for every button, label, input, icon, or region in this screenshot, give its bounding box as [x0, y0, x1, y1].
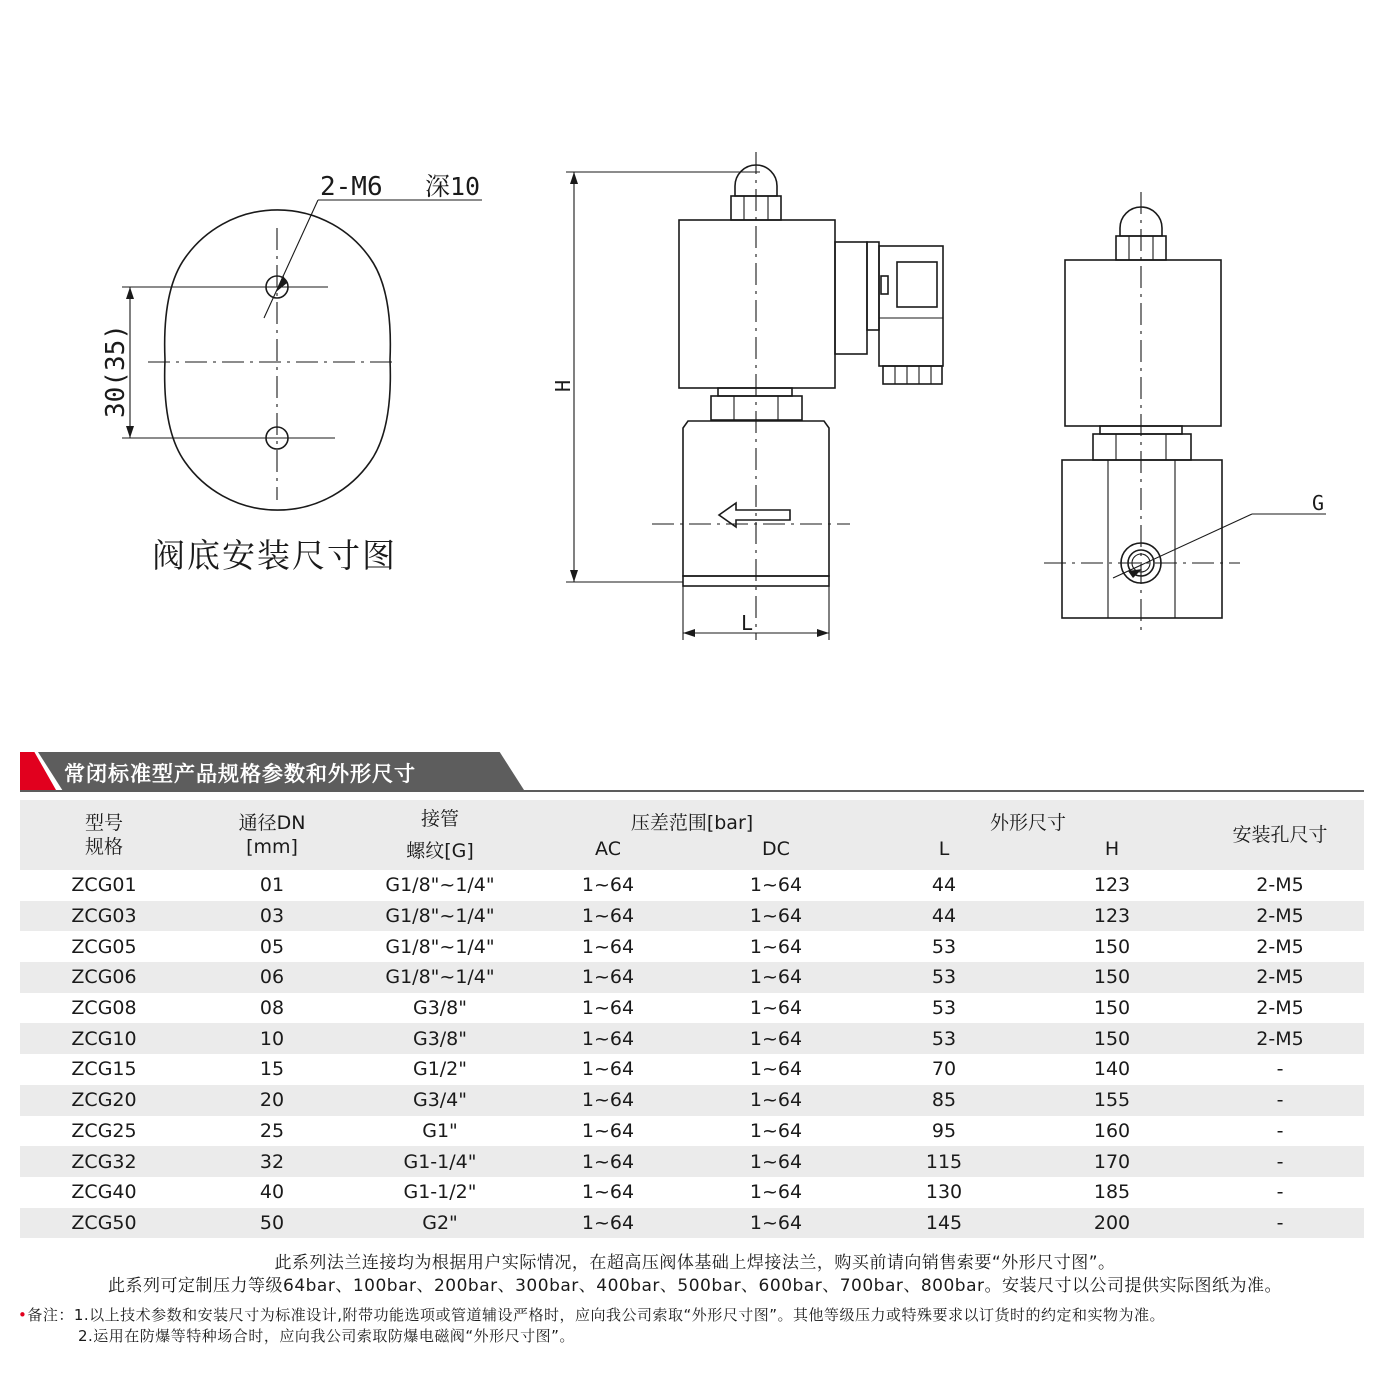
cell-model: ZCG01 [71, 874, 137, 897]
header-model [20, 800, 188, 870]
header-model-line1: 型号 [84, 812, 123, 834]
cell-hole: 2-M5 [1256, 935, 1304, 958]
cell-hole: 2-M5 [1256, 1027, 1304, 1050]
note-pressure-levels: 此系列可定制压力等级64bar、100bar、200bar、300bar、400bar、500bar、600bar、700bar、800bar。安装尺寸以公司提供实际图纸为准。 [108, 1276, 1282, 1296]
cell-ac: 1~64 [581, 1211, 635, 1234]
cell-h: 123 [1093, 874, 1131, 897]
cell-model: ZCG32 [71, 1150, 137, 1173]
cell-thread: G1-1/4" [403, 1150, 477, 1173]
header-dn-line2: [mm] [246, 836, 298, 858]
cell-h: 155 [1093, 1089, 1131, 1112]
table-row [20, 1177, 1364, 1208]
cell-thread: G1" [422, 1119, 458, 1142]
cell-h: 200 [1093, 1211, 1131, 1234]
cell-dn: 32 [259, 1150, 285, 1173]
cell-dc: 1~64 [749, 874, 803, 897]
table-header [20, 800, 1364, 836]
table-row [20, 1208, 1364, 1239]
cell-h: 160 [1093, 1119, 1131, 1142]
header-h: H [1104, 838, 1120, 861]
cell-hole: - [1276, 1181, 1284, 1204]
header-model-line2: 规格 [84, 836, 123, 858]
cell-l: 44 [931, 905, 957, 928]
cell-model: ZCG25 [71, 1119, 137, 1142]
note-flange: 此系列法兰连接均为根据用户实际情况，在超高压阀体基础上焊接法兰，购买前请向销售索要“外形尺寸图”。 [274, 1253, 1116, 1273]
cell-dn: 08 [259, 997, 285, 1020]
cell-l: 44 [931, 874, 957, 897]
cell-l: 115 [925, 1150, 963, 1173]
header-l: L [938, 838, 950, 861]
cell-h: 140 [1093, 1058, 1131, 1081]
cell-l: 53 [931, 997, 957, 1020]
header-dn [188, 800, 356, 870]
cell-model: ZCG05 [71, 935, 137, 958]
cell-dn: 05 [259, 935, 285, 958]
flow-direction-arrow [719, 503, 790, 527]
cell-thread: G2" [422, 1211, 458, 1234]
valve-front-view [551, 152, 943, 640]
banner-rule [20, 790, 1364, 792]
table-row [20, 1116, 1364, 1147]
cell-l: 95 [931, 1119, 957, 1142]
cell-dn: 01 [259, 874, 285, 897]
coil-side [1065, 260, 1221, 426]
cell-ac: 1~64 [581, 997, 635, 1020]
cell-l: 53 [931, 1027, 957, 1050]
cell-dc: 1~64 [749, 1181, 803, 1204]
cell-h: 123 [1093, 905, 1131, 928]
header-ac: AC [595, 838, 621, 861]
remark-line-2: 2.运用在防爆等特种场合时，应向我公司索取防爆电磁阀“外形尺寸图”。 [78, 1327, 575, 1345]
cell-model: ZCG06 [71, 966, 137, 989]
cell-thread: G3/8" [412, 1027, 468, 1050]
cell-dc: 1~64 [749, 1119, 803, 1142]
section-title: 常闭标准型产品规格参数和外形尺寸 [64, 762, 416, 786]
cell-ac: 1~64 [581, 1058, 635, 1081]
thread-label: 2-M6 [320, 172, 383, 202]
cell-dc: 1~64 [749, 1150, 803, 1173]
spec-table [20, 800, 1364, 1238]
header-pressure: 压差范围[bar] [630, 812, 754, 835]
cell-dc: 1~64 [749, 997, 803, 1020]
cell-thread: G3/8" [412, 997, 468, 1020]
header-pipe-line1: 接管 [420, 808, 459, 830]
cell-hole: - [1276, 1211, 1284, 1234]
cell-h: 150 [1093, 935, 1131, 958]
cell-ac: 1~64 [581, 1089, 635, 1112]
header-mount: 安装孔尺寸 [1232, 824, 1328, 846]
cell-ac: 1~64 [581, 1027, 635, 1050]
cell-hole: - [1276, 1150, 1284, 1173]
bottom-mount-view [101, 172, 482, 510]
cell-ac: 1~64 [581, 905, 635, 928]
cell-hole: 2-M5 [1256, 966, 1304, 989]
cell-hole: - [1276, 1058, 1284, 1081]
table-row [20, 1146, 1364, 1177]
port-g-label: G [1312, 491, 1325, 515]
cell-ac: 1~64 [581, 1181, 635, 1204]
cell-thread: G1/8"~1/4" [385, 966, 495, 989]
cell-model: ZCG50 [71, 1211, 137, 1234]
cell-hole: - [1276, 1119, 1284, 1142]
cell-model: ZCG03 [71, 905, 137, 928]
cell-h: 150 [1093, 1027, 1131, 1050]
cell-ac: 1~64 [581, 935, 635, 958]
table-row [20, 962, 1364, 993]
cell-l: 53 [931, 935, 957, 958]
cell-dc: 1~64 [749, 935, 803, 958]
cell-ac: 1~64 [581, 874, 635, 897]
cell-dn: 50 [259, 1211, 285, 1234]
cell-dn: 10 [259, 1027, 285, 1050]
cell-model: ZCG20 [71, 1089, 137, 1112]
cell-model: ZCG40 [71, 1181, 137, 1204]
cell-thread: G3/4" [412, 1089, 468, 1112]
header-dc: DC [762, 838, 790, 861]
cell-l: 85 [931, 1089, 957, 1112]
table-row [20, 993, 1364, 1024]
cell-hole: - [1276, 1089, 1284, 1112]
header-pipe-line2: 螺纹[G] [406, 840, 474, 862]
cell-l: 70 [931, 1058, 957, 1081]
cell-l: 130 [925, 1181, 963, 1204]
cell-h: 170 [1093, 1150, 1131, 1173]
valve-side-view [1044, 192, 1326, 632]
cell-h: 150 [1093, 966, 1131, 989]
cell-dn: 15 [259, 1058, 285, 1081]
cell-h: 150 [1093, 997, 1131, 1020]
header-pipe [356, 800, 524, 870]
depth-label: 深10 [425, 172, 481, 201]
cell-dc: 1~64 [749, 1211, 803, 1234]
spec-table-body [20, 870, 1364, 1238]
cell-thread: G1-1/2" [403, 1181, 477, 1204]
cell-dc: 1~64 [749, 966, 803, 989]
cell-dn: 20 [259, 1089, 285, 1112]
cell-h: 185 [1093, 1181, 1131, 1204]
spacing-label: 30(35) [101, 324, 131, 418]
dimension-l-label: L [741, 611, 754, 635]
cell-hole: 2-M5 [1256, 905, 1304, 928]
cell-l: 145 [925, 1211, 963, 1234]
cell-l: 53 [931, 966, 957, 989]
cell-hole: 2-M5 [1256, 997, 1304, 1020]
coil [679, 220, 835, 388]
cell-ac: 1~64 [581, 966, 635, 989]
cell-thread: G1/8"~1/4" [385, 874, 495, 897]
cell-dn: 03 [259, 905, 285, 928]
cell-ac: 1~64 [581, 1150, 635, 1173]
cell-hole: 2-M5 [1256, 874, 1304, 897]
table-row [20, 870, 1364, 901]
cell-model: ZCG10 [71, 1027, 137, 1050]
header-dims: 外形尺寸 [990, 812, 1067, 835]
cell-dn: 06 [259, 966, 285, 989]
connector [835, 242, 867, 354]
cell-dc: 1~64 [749, 1089, 803, 1112]
cell-dn: 40 [259, 1181, 285, 1204]
section-banner [20, 752, 1364, 792]
cell-dc: 1~64 [749, 1058, 803, 1081]
table-row [20, 931, 1364, 962]
cell-model: ZCG15 [71, 1058, 137, 1081]
dimension-h-label: H [551, 379, 575, 392]
mount-view-caption: 阀底安装尺寸图 [152, 536, 397, 575]
table-row [20, 901, 1364, 932]
table-row [20, 1023, 1364, 1054]
table-row [20, 1054, 1364, 1085]
cell-thread: G1/2" [412, 1058, 468, 1081]
header-dn-line1: 通径DN [238, 812, 306, 834]
cell-thread: G1/8"~1/4" [385, 935, 495, 958]
cell-dc: 1~64 [749, 905, 803, 928]
remark-label: 备注： [27, 1306, 74, 1324]
cell-model: ZCG08 [71, 997, 137, 1020]
remark-bullet: • [18, 1306, 28, 1324]
table-row [20, 1085, 1364, 1116]
cell-thread: G1/8"~1/4" [385, 905, 495, 928]
cell-dn: 25 [259, 1119, 285, 1142]
remark-text-1: 1.以上技术参数和安装尺寸为标准设计,附带功能选项或管道辅设严格时，应向我公司索取“外形尺寸图”。其他等级压力或特殊要求以订货时的约定和实物为准。 [73, 1306, 1166, 1324]
remark-line-1 [18, 1304, 1165, 1325]
cell-dc: 1~64 [749, 1027, 803, 1050]
cell-ac: 1~64 [581, 1119, 635, 1142]
